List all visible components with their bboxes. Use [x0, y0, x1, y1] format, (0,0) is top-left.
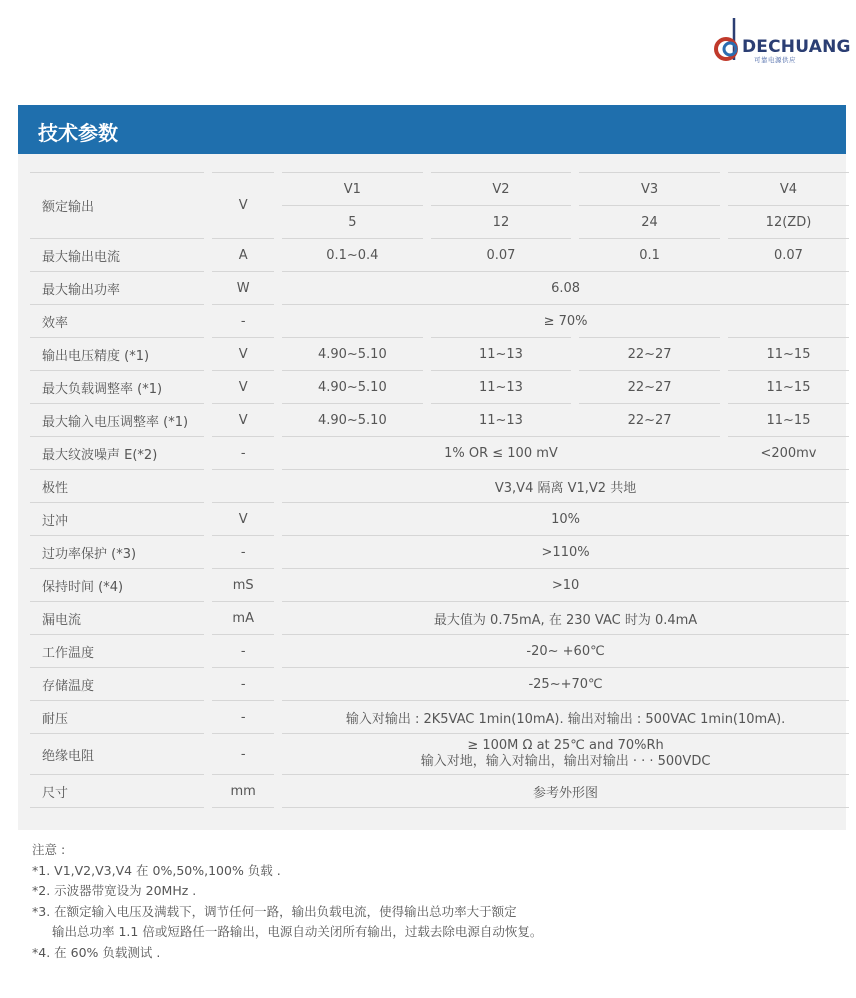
- channel-voltage: 5: [282, 205, 422, 238]
- table-row: [30, 238, 849, 271]
- table-row: [30, 601, 849, 634]
- row-unit: W: [212, 271, 274, 304]
- row-label: 最大负载调整率 (*1): [30, 370, 204, 403]
- row-unit: V: [212, 403, 274, 436]
- row-label: 保持时间 (*4): [30, 568, 204, 601]
- logo-tagline: 可靠电源供应: [754, 56, 796, 64]
- note-item: *4. 在 60% 负载测试 .: [32, 944, 161, 960]
- table-row: [30, 172, 849, 205]
- row-label: 输出电压精度 (*1): [30, 337, 204, 370]
- notes-section: [32, 840, 832, 963]
- row-label: 工作温度: [30, 634, 204, 667]
- table-row: [30, 502, 849, 535]
- table-row: [30, 436, 849, 469]
- row-label: 过功率保护 (*3): [30, 535, 204, 568]
- cell-value: [282, 733, 849, 774]
- table-row: [30, 634, 849, 667]
- note-item: *2. 示波器带宽设为 20MHz .: [32, 883, 197, 898]
- row-label: 额定输出: [30, 172, 204, 238]
- cell-value: 11~13: [431, 337, 571, 370]
- cell-value: 10%: [282, 502, 849, 535]
- channel-header: V4: [728, 172, 849, 205]
- table-row: [30, 700, 849, 733]
- row-unit: mA: [212, 601, 274, 634]
- table-row: [30, 271, 849, 304]
- row-label: 最大纹波噪声 E(*2): [30, 436, 204, 469]
- row-unit: -: [212, 304, 274, 337]
- brand-logo: [710, 16, 850, 68]
- cell-value: 0.1: [579, 238, 719, 271]
- cell-value: 4.90~5.10: [282, 403, 422, 436]
- row-unit: V: [212, 370, 274, 403]
- cell-value: 最大值为 0.75mA, 在 230 VAC 时为 0.4mA: [282, 601, 849, 634]
- row-unit: [212, 469, 274, 502]
- cell-value: 参考外形图: [282, 774, 849, 808]
- row-unit: V: [212, 172, 274, 238]
- row-label: 最大输出功率: [30, 271, 204, 304]
- row-unit: -: [212, 634, 274, 667]
- cell-value: 22~27: [579, 370, 719, 403]
- note-item: *3. 在额定输入电压及满载下，调节任何一路，输出负载电流，使得输出总功率大于额定: [32, 903, 517, 919]
- cell-value: 0.1~0.4: [282, 238, 422, 271]
- table-row: [30, 304, 849, 337]
- channel-voltage: 24: [579, 205, 719, 238]
- row-label: 尺寸: [30, 774, 204, 808]
- cell-value: 0.07: [728, 238, 849, 271]
- cell-value: 11~13: [431, 403, 571, 436]
- notes-title: 注意 :: [32, 842, 66, 857]
- cell-value: 4.90~5.10: [282, 370, 422, 403]
- row-unit: -: [212, 667, 274, 700]
- cell-value: 22~27: [579, 337, 719, 370]
- table-row: [30, 403, 849, 436]
- row-unit: -: [212, 535, 274, 568]
- channel-header: V2: [431, 172, 571, 205]
- row-label: 过冲: [30, 502, 204, 535]
- cell-value: 11~15: [728, 403, 849, 436]
- cell-value: <200mv: [728, 436, 849, 469]
- channel-voltage: 12: [431, 205, 571, 238]
- table-row: [30, 370, 849, 403]
- row-label: 耐压: [30, 700, 204, 733]
- table-row: [30, 667, 849, 700]
- row-unit: V: [212, 337, 274, 370]
- row-label: 极性: [30, 469, 204, 502]
- row-label: 最大输入电压调整率 (*1): [30, 403, 204, 436]
- row-unit: -: [212, 436, 274, 469]
- channel-voltage: 12(ZD): [728, 205, 849, 238]
- channel-header: V3: [579, 172, 719, 205]
- dechuang-logo-icon: [710, 16, 744, 68]
- cell-value: 4.90~5.10: [282, 337, 422, 370]
- cell-value: 11~13: [431, 370, 571, 403]
- table-row: [30, 733, 849, 774]
- channel-header: V1: [282, 172, 422, 205]
- table-row: [30, 774, 849, 808]
- table-row: [30, 469, 849, 502]
- row-unit: -: [212, 733, 274, 774]
- row-label: 效率: [30, 304, 204, 337]
- cell-value: V3,V4 隔离 V1,V2 共地: [282, 469, 849, 502]
- cell-value: 22~27: [579, 403, 719, 436]
- spec-panel: [18, 154, 846, 830]
- cell-value: 0.07: [431, 238, 571, 271]
- cell-value: 输入对输出 : 2K5VAC 1min(10mA). 输出对输出 : 500VAC 1min(10mA).: [282, 700, 849, 733]
- cell-value: 11~15: [728, 370, 849, 403]
- row-unit: mm: [212, 774, 274, 808]
- row-unit: V: [212, 502, 274, 535]
- row-label: 存储温度: [30, 667, 204, 700]
- cell-value: ≥ 70%: [282, 304, 849, 337]
- row-unit: mS: [212, 568, 274, 601]
- table-row: [30, 568, 849, 601]
- cell-value: 6.08: [282, 271, 849, 304]
- row-label: 漏电流: [30, 601, 204, 634]
- cell-value: -25~+70℃: [282, 667, 849, 700]
- cell-value: 11~15: [728, 337, 849, 370]
- cell-value: >110%: [282, 535, 849, 568]
- row-unit: -: [212, 700, 274, 733]
- cell-value: 1% OR ≤ 100 mV: [282, 436, 720, 469]
- cell-value: >10: [282, 568, 849, 601]
- note-item: *1. V1,V2,V3,V4 在 0%,50%,100% 负载 .: [32, 862, 281, 878]
- section-title: 技术参数: [38, 121, 118, 145]
- row-label: 最大输出电流: [30, 238, 204, 271]
- spec-table: [30, 172, 849, 808]
- note-item: 输出总功率 1.1 倍或短路任一路输出，电源自动关闭所有输出，过载去除电源自动恢复。: [52, 924, 543, 939]
- row-label: 绝缘电阻: [30, 733, 204, 774]
- row-unit: A: [212, 238, 274, 271]
- insulation-line2: 输入对地，输入对输出，输出对输出 · · · 500VDC: [420, 754, 711, 769]
- cell-value: -20~ +60℃: [282, 634, 849, 667]
- table-row: [30, 535, 849, 568]
- insulation-line1: ≥ 100M Ω at 25℃ and 70%Rh: [467, 738, 664, 753]
- table-row: [30, 337, 849, 370]
- section-banner: [18, 105, 846, 154]
- logo-wordmark: DECHUANG: [742, 37, 851, 57]
